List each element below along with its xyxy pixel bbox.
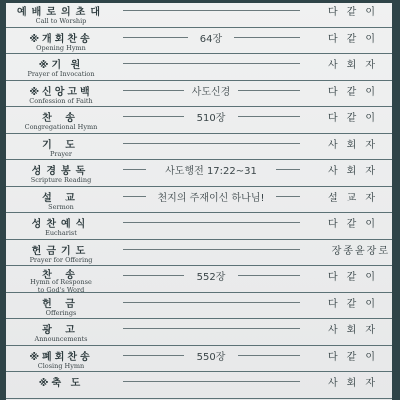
item-detail: 64장: [199, 33, 223, 45]
item-officiant: 다같이: [328, 113, 384, 124]
leader-line: [123, 328, 300, 329]
item-officiant: 장종윤장로: [331, 245, 390, 257]
item-officiant: 다같이: [328, 33, 384, 45]
item-title: ※개회찬송: [29, 33, 93, 45]
item-title: 헌금기도: [31, 245, 91, 257]
worship-item: [6, 186, 392, 214]
leader-line: [123, 196, 146, 197]
worship-item: [6, 318, 392, 346]
leader-line: [238, 275, 300, 276]
item-subtitle: Call to Worship: [35, 17, 87, 25]
item-title: 성찬예식: [31, 219, 91, 230]
leader-line: [123, 169, 146, 170]
item-title: 광 고: [42, 325, 80, 336]
item-detail: 사도행전 17:22~31: [165, 166, 257, 177]
leader-line: [276, 196, 300, 197]
item-title: ※신앙고백: [29, 86, 93, 98]
leader-line: [123, 37, 188, 38]
worship-item: [6, 345, 392, 373]
leader-line: [123, 63, 300, 64]
leader-line: [123, 143, 300, 144]
item-title: 찬 송: [42, 270, 80, 281]
worship-item: [6, 133, 392, 161]
item-subtitle: Offerings: [45, 308, 77, 317]
leader-line: [123, 249, 300, 250]
worship-item: [6, 371, 392, 399]
item-subtitle: Prayer of Invocation: [27, 70, 95, 78]
worship-item: [6, 106, 392, 134]
item-officiant: 다같이: [328, 351, 384, 363]
item-subtitle: Congregational Hymn: [24, 123, 98, 131]
item-subtitle: Announcements: [34, 335, 88, 343]
item-title: 찬 송: [42, 113, 80, 124]
item-subtitle: Opening Hymn: [36, 43, 86, 52]
item-title: 헌 금: [42, 298, 80, 310]
item-title: ※축 도: [38, 378, 84, 389]
item-subtitle: Prayer: [50, 149, 72, 158]
item-subtitle: Hymn of Response to God's Word: [30, 278, 92, 294]
worship-item: [6, 239, 392, 267]
leader-line: [123, 381, 300, 382]
item-title: 설 교: [42, 192, 80, 204]
item-detail: 552장: [196, 272, 226, 283]
worship-item: [6, 265, 392, 293]
item-officiant: 사회자: [328, 325, 384, 336]
item-title: 성경봉독: [31, 166, 91, 177]
item-subtitle: Eucharist: [45, 229, 77, 237]
worship-item: [6, 80, 392, 108]
item-title: 기 도: [42, 139, 80, 151]
worship-item: [6, 159, 392, 187]
item-detail: 510장: [196, 113, 226, 124]
item-subtitle: Closing Hymn: [37, 361, 85, 370]
worship-item: [6, 212, 392, 240]
item-title: ※폐회찬송: [29, 351, 93, 363]
item-officiant: 사회자: [328, 166, 384, 177]
item-officiant: 다같이: [328, 298, 384, 310]
item-subtitle: Scripture Reading: [30, 176, 92, 184]
leader-line: [123, 116, 184, 117]
leader-line: [123, 275, 184, 276]
leader-line: [238, 355, 300, 356]
item-officiant: 사회자: [328, 60, 384, 71]
item-subtitle: Sermon: [48, 202, 74, 211]
leader-line: [123, 302, 300, 303]
worship-item: [6, 292, 392, 320]
item-officiant: 사회자: [328, 139, 384, 151]
leader-line: [123, 355, 184, 356]
leader-line: [276, 169, 300, 170]
leader-line: [123, 10, 300, 11]
item-subtitle: Prayer for Offering: [29, 255, 93, 264]
worship-item: [6, 27, 392, 55]
right-border: [392, 0, 400, 400]
item-officiant: 다같이: [328, 272, 384, 283]
leader-line: [123, 222, 300, 223]
item-title: ※기 원: [38, 60, 84, 71]
item-detail: 천지의 주재이신 하나님!: [157, 192, 265, 204]
leader-line: [123, 90, 184, 91]
item-officiant: 다같이: [328, 86, 384, 98]
item-subtitle: Confession of Faith: [29, 96, 93, 105]
worship-item: [6, 0, 392, 28]
leader-line: [238, 116, 300, 117]
item-officiant: 다같이: [328, 7, 384, 18]
item-officiant: 설교자: [328, 192, 384, 204]
leader-line: [234, 37, 300, 38]
item-officiant: 다같이: [328, 219, 384, 230]
item-detail: 550장: [196, 351, 226, 363]
item-detail: 사도신경: [191, 86, 231, 98]
worship-item: [6, 53, 392, 81]
item-title: 예배로의초대: [17, 7, 105, 18]
item-officiant: 사회자: [328, 378, 384, 389]
leader-line: [238, 90, 300, 91]
